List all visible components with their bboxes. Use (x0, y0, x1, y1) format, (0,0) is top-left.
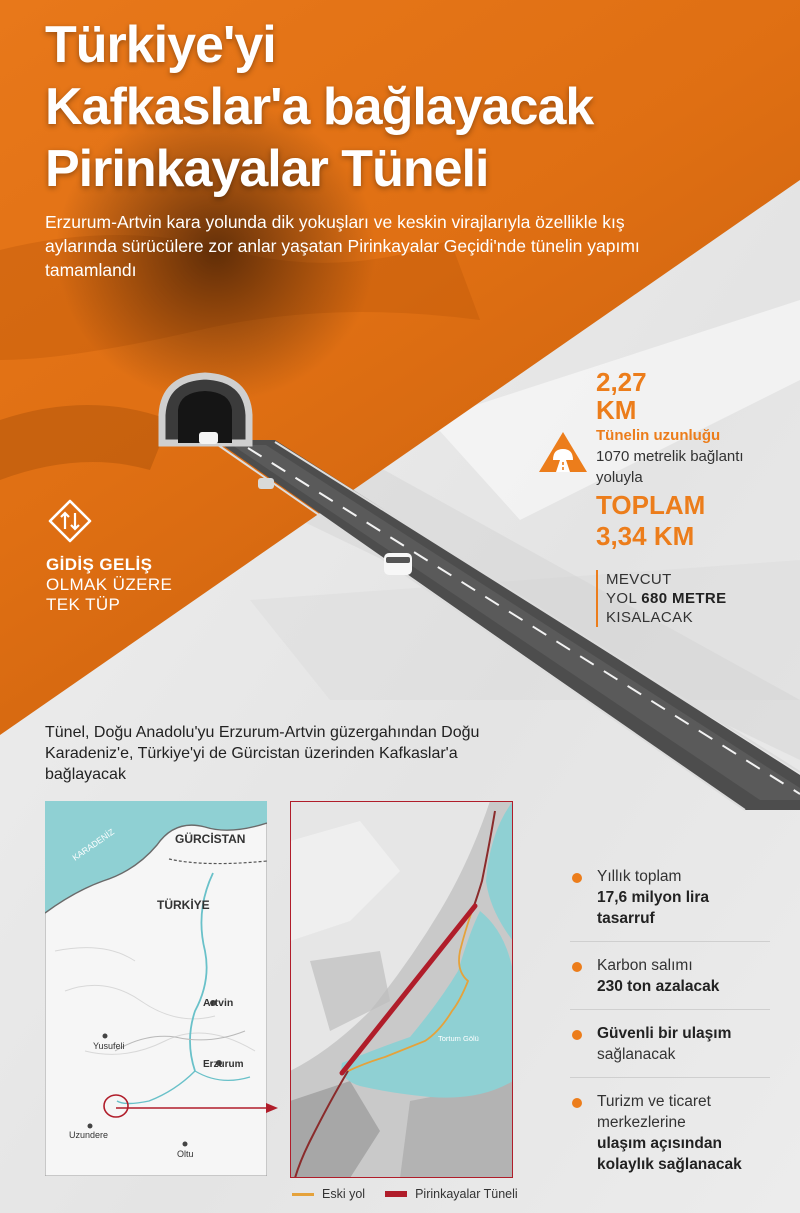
connection-road-text: 1070 metrelik bağlantı yoluyla (596, 448, 744, 486)
benefits-list (570, 866, 770, 1200)
shortening-note (596, 570, 776, 627)
direction-info (46, 555, 236, 615)
benefit-intro: Karbon salımı (597, 957, 693, 974)
benefit-item (570, 1023, 770, 1078)
sea-label: KARADENİZ (70, 826, 117, 863)
title-line: Pirinkayalar Tüneli (45, 140, 489, 198)
old-road-swatch (292, 1193, 314, 1196)
bullet-icon (572, 962, 582, 972)
oltu-label: Oltu (177, 1149, 194, 1159)
shortening-line-2 (606, 589, 776, 608)
artvin-label: Artvin (203, 997, 234, 1009)
benefit-item (570, 955, 770, 1010)
benefit-highlight: 230 ton azalacak (597, 978, 720, 995)
erzurum-label: Erzurum (203, 1059, 244, 1070)
tunnel-length-label: Tünelin uzunluğu (596, 427, 721, 444)
shortening-amount: 680 METRE (641, 590, 727, 607)
direction-line-1: GİDİŞ GELİŞ (46, 555, 153, 574)
turkey-label: TÜRKİYE (157, 898, 210, 912)
tunnel-length-value: 2,27 (596, 367, 647, 397)
satellite-detail-map (290, 801, 513, 1178)
benefit-intro: Turizm ve ticaret merkezlerine (597, 1093, 711, 1131)
tunnel-length (596, 368, 776, 424)
two-way-traffic-icon (47, 498, 93, 544)
bullet-icon (572, 873, 582, 883)
benefit-item (570, 1091, 770, 1187)
lake-label: Tortum Gölü (438, 1034, 479, 1043)
benefit-item (570, 866, 770, 942)
bullet-icon (572, 1030, 582, 1040)
subtitle: Erzurum-Artvin kara yolunda dik yokuşları ve keskin virajlarıyla özellikle kış aylarında sürücülere zor anlar yaşatan Pirinkayalar Geçidi'nde tünelin yapımı tamamlandı (45, 212, 640, 280)
georgia-label: GÜRCİSTAN (175, 832, 246, 846)
uzundere-label: Uzundere (69, 1130, 109, 1140)
direction-line-2: OLMAK ÜZERE (46, 575, 173, 594)
legend-tunnel: Pirinkayalar Tüneli (415, 1187, 518, 1201)
total-label: TOPLAM (596, 490, 706, 520)
shortening-line-1: MEVCUT (606, 571, 672, 588)
tunnel-swatch (385, 1191, 407, 1197)
page-title (45, 14, 765, 200)
legend-old-road: Eski yol (322, 1187, 366, 1201)
benefit-highlight: 17,6 milyon lira tasarruf (597, 889, 709, 927)
tunnel-road-icon (538, 430, 588, 474)
benefit-highlight: ulaşım açısından kolaylık sağlanacak (597, 1135, 742, 1173)
shortening-yol: YOL (606, 590, 637, 607)
title-line: Türkiye'yi (45, 16, 276, 74)
map-connector-arrow (116, 1100, 296, 1120)
route-description: Tünel, Doğu Anadolu'yu Erzurum-Artvin güzergahından Doğu Karadeniz'e, Türkiye'yi de Gürcistan üzerinden Kafkaslar'a bağlayacak (45, 724, 480, 783)
bullet-icon (572, 1098, 582, 1108)
benefit-highlight: Güvenli bir ulaşım (597, 1025, 732, 1042)
total-value: 3,34 KM (596, 521, 695, 551)
tunnel-length-unit: KM (596, 395, 637, 425)
total-length (596, 490, 786, 552)
yusufeli-label: Yusufeli (93, 1041, 125, 1051)
benefit-intro: Yıllık toplam (597, 868, 682, 885)
direction-line-3: TEK TÜP (46, 595, 121, 614)
title-line: Kafkaslar'a bağlayacak (45, 78, 594, 136)
map-legend (292, 1185, 518, 1203)
shortening-line-3: KISALACAK (606, 609, 693, 626)
benefit-outro: sağlanacak (597, 1046, 676, 1063)
